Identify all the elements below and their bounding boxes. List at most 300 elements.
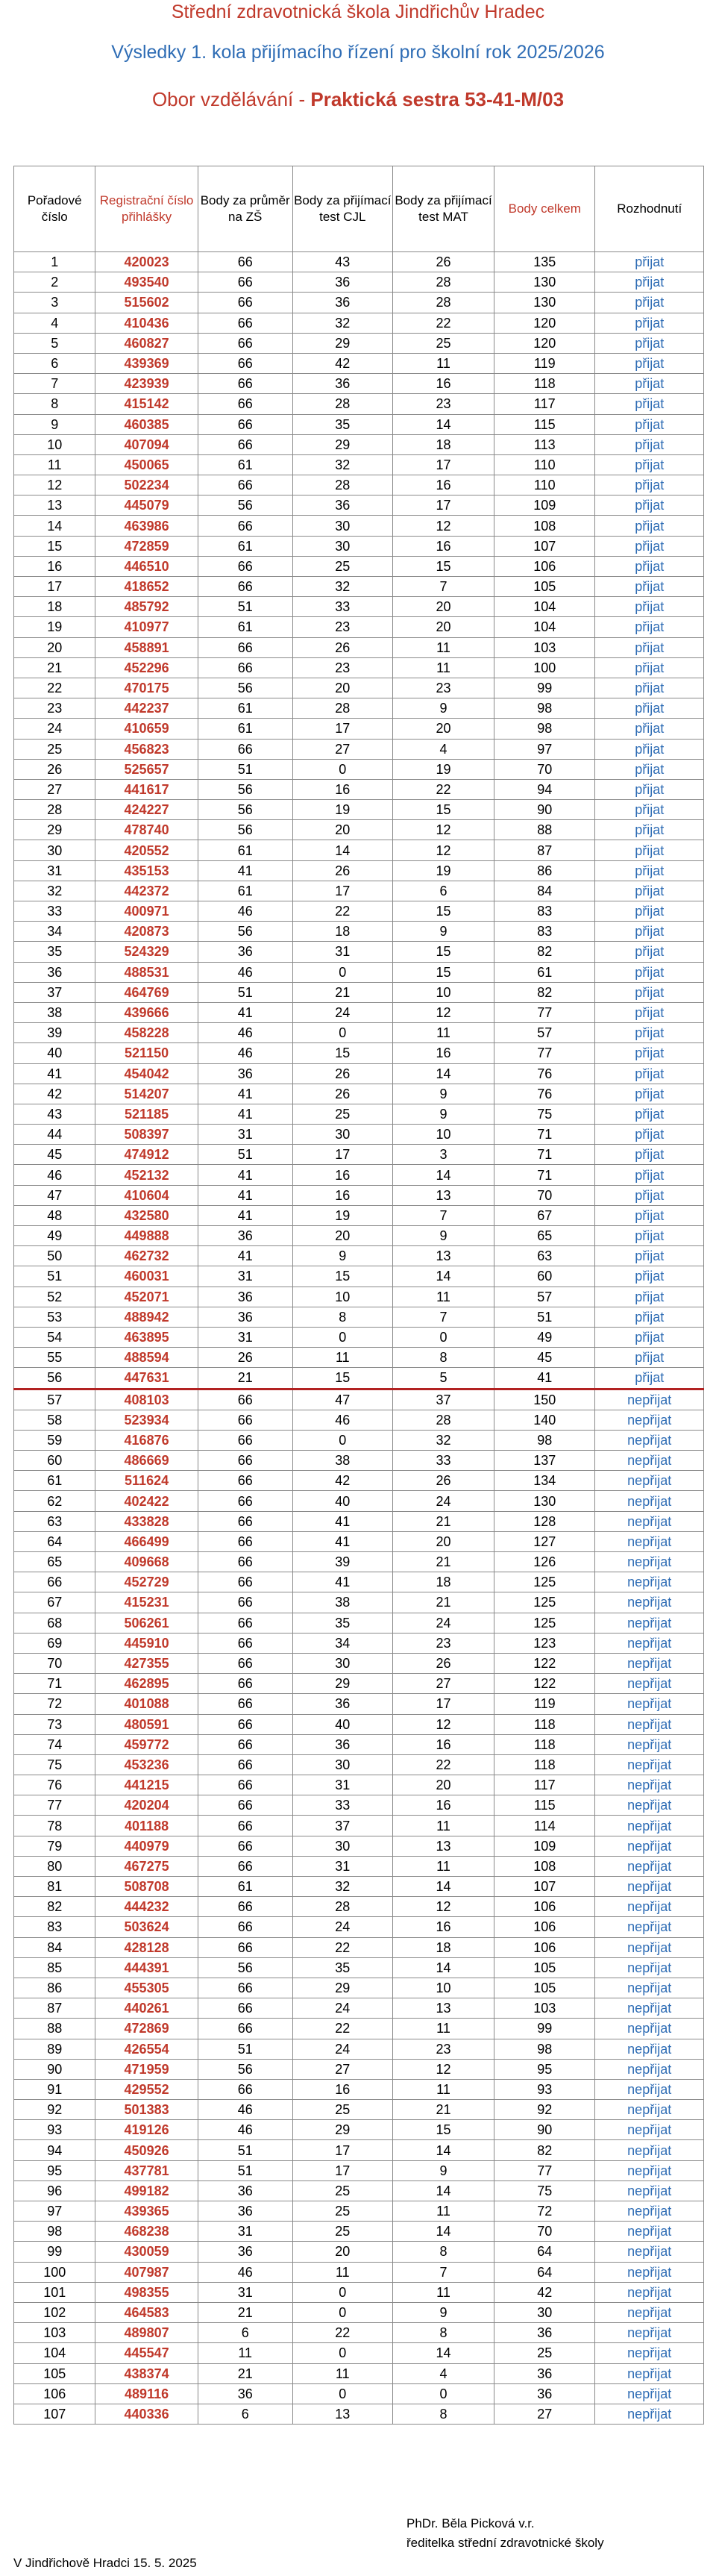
registration-cell: 408103 [95,1389,198,1410]
total-cell: 110 [494,454,595,475]
registration-cell: 441215 [95,1775,198,1795]
order-cell: 82 [14,1897,95,1917]
test-cjl-cell: 17 [292,881,392,901]
test-cjl-cell: 11 [292,2262,392,2282]
registration-cell: 409668 [95,1552,198,1572]
registration-cell: 485792 [95,597,198,617]
table-row [14,2140,704,2160]
registration-cell: 439365 [95,2201,198,2222]
decision-cell: přijat [595,1205,704,1225]
decision-cell: přijat [595,374,704,394]
order-cell: 92 [14,2100,95,2120]
test-mat-cell: 7 [392,577,494,597]
school-average-cell: 56 [198,1957,292,1978]
order-cell: 32 [14,881,95,901]
order-cell: 41 [14,1063,95,1084]
test-mat-cell: 15 [392,556,494,576]
school-average-cell: 66 [198,739,292,759]
decision-cell: přijat [595,1145,704,1165]
total-cell: 117 [494,1775,595,1795]
table-row [14,1389,704,1410]
table-row [14,1084,704,1104]
table-row [14,2039,704,2059]
table-row [14,1430,704,1450]
school-average-cell: 46 [198,901,292,922]
school-average-cell: 41 [198,1002,292,1022]
registration-cell: 450065 [95,454,198,475]
test-mat-cell: 9 [392,2160,494,2180]
registration-cell: 462895 [95,1674,198,1694]
decision-cell: přijat [595,698,704,719]
total-cell: 108 [494,516,595,536]
decision-cell: přijat [595,475,704,495]
test-cjl-cell: 35 [292,1613,392,1633]
test-mat-cell: 16 [392,1795,494,1816]
order-cell: 68 [14,1613,95,1633]
test-cjl-cell: 24 [292,1002,392,1022]
test-mat-cell: 21 [392,1592,494,1613]
total-cell: 83 [494,922,595,942]
test-mat-cell: 12 [392,1897,494,1917]
table-row [14,1307,704,1327]
test-cjl-cell: 22 [292,2019,392,2039]
table-row [14,1633,704,1653]
table-row [14,556,704,576]
total-cell: 90 [494,2120,595,2140]
test-cjl-cell: 25 [292,2222,392,2242]
test-mat-cell: 9 [392,1104,494,1124]
order-cell: 102 [14,2302,95,2322]
table-header-row [14,166,704,252]
test-cjl-cell: 32 [292,454,392,475]
total-cell: 103 [494,1998,595,2019]
decision-cell: nepřijat [595,1998,704,2019]
table-row [14,1734,704,1754]
table-row [14,1592,704,1613]
school-average-cell: 46 [198,962,292,982]
table-row [14,881,704,901]
order-cell: 71 [14,1674,95,1694]
registration-cell: 458891 [95,637,198,657]
total-cell: 76 [494,1063,595,1084]
decision-cell: přijat [595,942,704,962]
total-cell: 135 [494,252,595,272]
test-mat-cell: 10 [392,1978,494,1998]
table-row [14,1917,704,1937]
test-cjl-cell: 26 [292,637,392,657]
order-cell: 3 [14,293,95,313]
total-cell: 98 [494,1430,595,1450]
school-average-cell: 61 [198,719,292,739]
test-cjl-cell: 42 [292,353,392,373]
decision-cell: nepřijat [595,2262,704,2282]
test-cjl-cell: 22 [292,2323,392,2343]
registration-cell: 438374 [95,2363,198,2383]
total-cell: 128 [494,1511,595,1531]
test-cjl-cell: 37 [292,1816,392,1836]
school-average-cell: 31 [198,1125,292,1145]
table-row [14,2323,704,2343]
test-mat-cell: 10 [392,1125,494,1145]
table-row [14,1185,704,1205]
test-cjl-cell: 32 [292,1877,392,1897]
school-average-cell: 56 [198,779,292,799]
school-average-cell: 66 [198,333,292,353]
table-row [14,719,704,739]
decision-cell: přijat [595,1327,704,1347]
table-row [14,1978,704,1998]
test-cjl-cell: 46 [292,1410,392,1430]
total-cell: 115 [494,414,595,434]
total-cell: 134 [494,1471,595,1491]
order-cell: 69 [14,1633,95,1653]
test-cjl-cell: 20 [292,820,392,840]
test-cjl-cell: 10 [292,1287,392,1307]
table-row [14,657,704,678]
total-cell: 60 [494,1266,595,1287]
total-cell: 25 [494,2343,595,2363]
total-cell: 93 [494,2079,595,2099]
test-mat-cell: 14 [392,1957,494,1978]
test-mat-cell: 3 [392,1145,494,1165]
decision-cell: nepřijat [595,2039,704,2059]
decision-cell: přijat [595,982,704,1002]
table-row [14,2180,704,2201]
school-average-cell: 66 [198,1836,292,1856]
order-cell: 5 [14,333,95,353]
order-cell: 81 [14,1877,95,1897]
total-cell: 104 [494,597,595,617]
registration-cell: 488531 [95,962,198,982]
decision-cell: nepřijat [595,2100,704,2120]
school-average-cell: 66 [198,556,292,576]
decision-cell: nepřijat [595,1531,704,1551]
registration-cell: 489807 [95,2323,198,2343]
school-average-cell: 31 [198,1266,292,1287]
decision-cell: nepřijat [595,1877,704,1897]
total-cell: 75 [494,1104,595,1124]
school-average-cell: 56 [198,800,292,820]
registration-cell: 508708 [95,1877,198,1897]
test-mat-cell: 11 [392,637,494,657]
decision-cell: přijat [595,1104,704,1124]
table-row [14,1471,704,1491]
registration-cell: 488594 [95,1348,198,1368]
total-cell: 107 [494,1877,595,1897]
test-mat-cell: 16 [392,536,494,556]
decision-cell: přijat [595,272,704,293]
order-cell: 61 [14,1471,95,1491]
decision-cell: přijat [595,1002,704,1022]
table-row [14,1145,704,1165]
order-cell: 84 [14,1937,95,1957]
test-cjl-cell: 28 [292,1897,392,1917]
order-cell: 13 [14,495,95,516]
test-mat-cell: 23 [392,678,494,698]
test-cjl-cell: 30 [292,1836,392,1856]
order-cell: 24 [14,719,95,739]
total-cell: 70 [494,1185,595,1205]
school-average-cell: 51 [198,759,292,779]
registration-cell: 437781 [95,2160,198,2180]
order-cell: 1 [14,252,95,272]
decision-cell: nepřijat [595,1410,704,1430]
registration-cell: 503624 [95,1917,198,1937]
test-mat-cell: 20 [392,617,494,637]
test-mat-cell: 15 [392,962,494,982]
test-mat-cell: 12 [392,2059,494,2079]
test-mat-cell: 24 [392,1613,494,1633]
order-cell: 90 [14,2059,95,2079]
test-mat-cell: 20 [392,1775,494,1795]
total-cell: 77 [494,2160,595,2180]
school-average-cell: 66 [198,1897,292,1917]
order-cell: 54 [14,1327,95,1347]
test-cjl-cell: 29 [292,333,392,353]
decision-cell: nepřijat [595,1957,704,1978]
school-average-cell: 46 [198,2100,292,2120]
order-cell: 93 [14,2120,95,2140]
registration-cell: 410604 [95,1185,198,1205]
order-cell: 64 [14,1531,95,1551]
table-row [14,2363,704,2383]
test-mat-cell: 17 [392,1694,494,1714]
test-mat-cell: 13 [392,1246,494,1266]
test-cjl-cell: 36 [292,1734,392,1754]
test-cjl-cell: 28 [292,394,392,414]
test-mat-cell: 13 [392,1998,494,2019]
school-average-cell: 6 [198,2404,292,2424]
decision-cell: přijat [595,901,704,922]
test-mat-cell: 26 [392,252,494,272]
test-mat-cell: 16 [392,475,494,495]
col-header-decision: Rozhodnutí [595,166,704,252]
table-row [14,2282,704,2302]
school-average-cell: 56 [198,820,292,840]
table-row [14,1572,704,1592]
test-mat-cell: 23 [392,2039,494,2059]
total-cell: 95 [494,2059,595,2079]
decision-cell: nepřijat [595,1775,704,1795]
decision-cell: nepřijat [595,1897,704,1917]
test-cjl-cell: 17 [292,1145,392,1165]
registration-cell: 499182 [95,2180,198,2201]
total-cell: 83 [494,901,595,922]
order-cell: 10 [14,434,95,454]
order-cell: 14 [14,516,95,536]
school-average-cell: 61 [198,840,292,860]
table-row [14,597,704,617]
school-average-cell: 66 [198,1613,292,1633]
table-row [14,759,704,779]
order-cell: 4 [14,313,95,333]
signatory-name: PhDr. Běla Picková v.r. [406,2516,535,2530]
test-mat-cell: 11 [392,657,494,678]
test-mat-cell: 9 [392,2302,494,2322]
order-cell: 36 [14,962,95,982]
table-row [14,1165,704,1185]
order-cell: 29 [14,820,95,840]
test-cjl-cell: 11 [292,2363,392,2383]
test-cjl-cell: 11 [292,1348,392,1368]
test-cjl-cell: 40 [292,1714,392,1734]
order-cell: 88 [14,2019,95,2039]
test-mat-cell: 14 [392,2140,494,2160]
order-cell: 45 [14,1145,95,1165]
total-cell: 98 [494,698,595,719]
place-and-date: V Jindřichově Hradci 15. 5. 2025 [13,2556,197,2570]
order-cell: 63 [14,1511,95,1531]
registration-cell: 401188 [95,1816,198,1836]
table-row [14,1287,704,1307]
test-mat-cell: 9 [392,1084,494,1104]
registration-cell: 515602 [95,293,198,313]
decision-cell: nepřijat [595,1917,704,1937]
school-average-cell: 66 [198,252,292,272]
test-cjl-cell: 16 [292,779,392,799]
registration-cell: 462732 [95,1246,198,1266]
table-row [14,1368,704,1389]
table-row [14,2019,704,2039]
decision-cell: přijat [595,577,704,597]
table-row [14,2201,704,2222]
total-cell: 140 [494,1410,595,1430]
table-row [14,2242,704,2262]
decision-cell: přijat [595,759,704,779]
registration-cell: 442237 [95,698,198,719]
table-row [14,1266,704,1287]
total-cell: 87 [494,840,595,860]
total-cell: 98 [494,2039,595,2059]
table-row [14,1897,704,1917]
table-row [14,1653,704,1673]
registration-cell: 429552 [95,2079,198,2099]
decision-cell: přijat [595,414,704,434]
total-cell: 130 [494,272,595,293]
school-average-cell: 66 [198,1430,292,1450]
test-cjl-cell: 30 [292,536,392,556]
table-row [14,1063,704,1084]
registration-cell: 400971 [95,901,198,922]
order-cell: 28 [14,800,95,820]
school-average-cell: 66 [198,637,292,657]
table-row [14,637,704,657]
order-cell: 75 [14,1754,95,1775]
registration-cell: 439369 [95,353,198,373]
school-average-cell: 36 [198,1063,292,1084]
decision-cell: přijat [595,252,704,272]
total-cell: 57 [494,1023,595,1043]
decision-cell: nepřijat [595,2140,704,2160]
registration-cell: 452132 [95,1165,198,1185]
school-average-cell: 66 [198,394,292,414]
total-cell: 114 [494,1816,595,1836]
total-cell: 106 [494,1897,595,1917]
registration-cell: 458228 [95,1023,198,1043]
decision-cell: přijat [595,657,704,678]
table-row [14,1998,704,2019]
test-mat-cell: 22 [392,313,494,333]
total-cell: 118 [494,374,595,394]
total-cell: 84 [494,881,595,901]
total-cell: 106 [494,556,595,576]
table-row [14,333,704,353]
order-cell: 37 [14,982,95,1002]
decision-cell: nepřijat [595,1734,704,1754]
order-cell: 11 [14,454,95,475]
test-mat-cell: 21 [392,1511,494,1531]
decision-cell: nepřijat [595,1856,704,1876]
school-average-cell: 41 [198,1205,292,1225]
decision-cell: nepřijat [595,1816,704,1836]
col-header-test-mat: Body za přijímací test MAT [392,166,494,252]
test-cjl-cell: 19 [292,800,392,820]
total-cell: 88 [494,820,595,840]
test-cjl-cell: 0 [292,2302,392,2322]
total-cell: 105 [494,1978,595,1998]
school-average-cell: 61 [198,881,292,901]
test-cjl-cell: 25 [292,2180,392,2201]
test-mat-cell: 23 [392,1633,494,1653]
registration-cell: 442372 [95,881,198,901]
test-cjl-cell: 20 [292,1226,392,1246]
test-cjl-cell: 30 [292,1754,392,1775]
order-cell: 39 [14,1023,95,1043]
total-cell: 118 [494,1714,595,1734]
school-average-cell: 26 [198,1348,292,1368]
total-cell: 71 [494,1145,595,1165]
test-mat-cell: 9 [392,698,494,719]
registration-cell: 452071 [95,1287,198,1307]
test-cjl-cell: 23 [292,617,392,637]
total-cell: 36 [494,2383,595,2404]
registration-cell: 420552 [95,840,198,860]
test-mat-cell: 16 [392,1734,494,1754]
test-cjl-cell: 30 [292,1653,392,1673]
order-cell: 7 [14,374,95,394]
table-row [14,1410,704,1430]
test-mat-cell: 26 [392,1471,494,1491]
registration-cell: 440261 [95,1998,198,2019]
total-cell: 64 [494,2242,595,2262]
table-row [14,962,704,982]
decision-cell: nepřijat [595,1633,704,1653]
registration-cell: 511624 [95,1471,198,1491]
test-cjl-cell: 16 [292,1185,392,1205]
test-cjl-cell: 36 [292,272,392,293]
total-cell: 125 [494,1592,595,1613]
school-average-cell: 66 [198,1694,292,1714]
table-row [14,2059,704,2079]
test-mat-cell: 15 [392,2120,494,2140]
registration-cell: 454042 [95,1063,198,1084]
school-average-cell: 66 [198,1978,292,1998]
test-cjl-cell: 29 [292,1978,392,1998]
order-cell: 20 [14,637,95,657]
school-average-cell: 66 [198,1917,292,1937]
decision-cell: přijat [595,454,704,475]
decision-cell: přijat [595,556,704,576]
test-mat-cell: 28 [392,272,494,293]
total-cell: 109 [494,495,595,516]
decision-cell: nepřijat [595,2160,704,2180]
decision-cell: nepřijat [595,2079,704,2099]
test-mat-cell: 11 [392,1856,494,1876]
test-cjl-cell: 25 [292,1104,392,1124]
total-cell: 71 [494,1165,595,1185]
total-cell: 77 [494,1043,595,1063]
col-header-order: Pořadové číslo [14,166,95,252]
